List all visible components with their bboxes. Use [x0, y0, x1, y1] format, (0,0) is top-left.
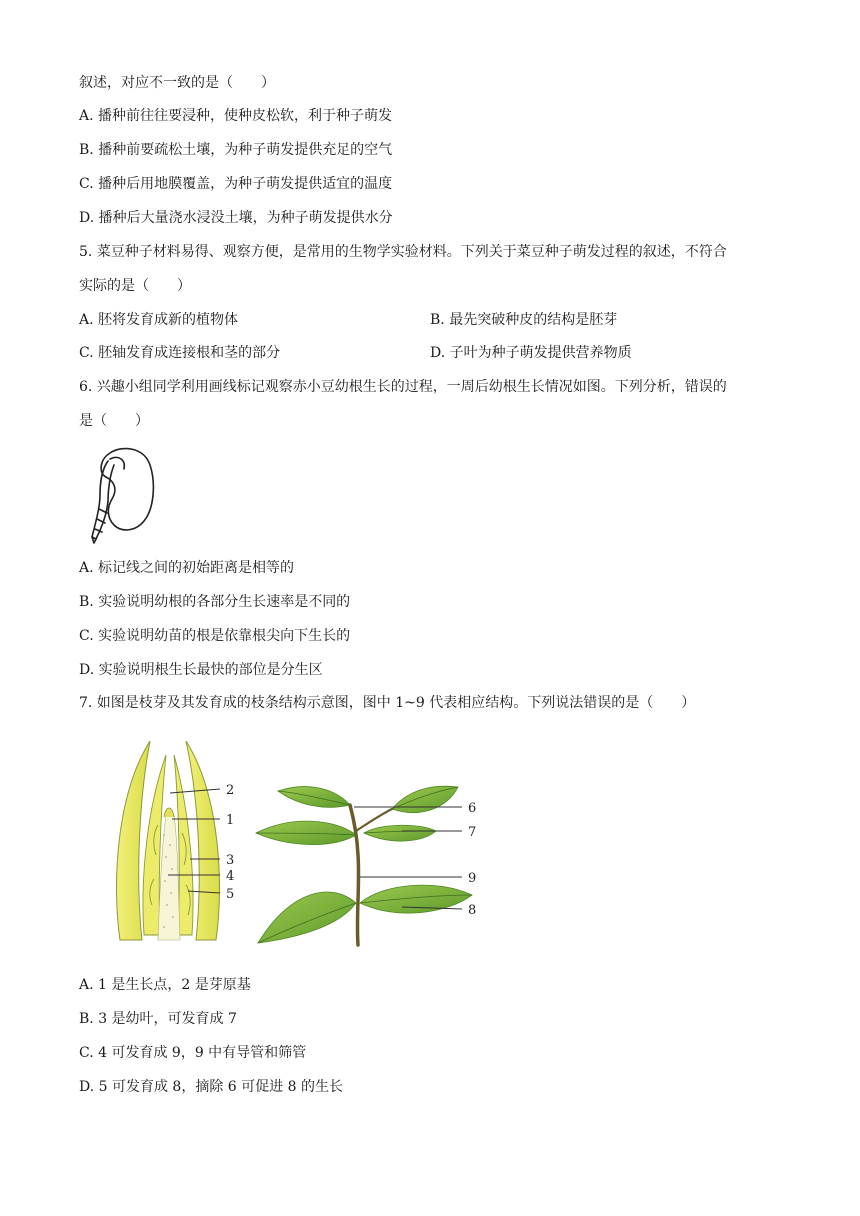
q4-stem-tail: 叙述，对应不一致的是（ ）: [79, 75, 275, 91]
q4-option-c: C. 播种后用地膜覆盖，为种子萌发提供适宜的温度: [79, 176, 393, 192]
bud-label-5: 5: [226, 887, 235, 902]
q7-option-b: B. 3 是幼叶，可发育成 7: [79, 1011, 237, 1027]
bud-section-figure: [108, 735, 248, 947]
bean-root-figure: [82, 443, 160, 545]
q4-option-b: B. 播种前要疏松土壤，为种子萌发提供充足的空气: [79, 142, 393, 158]
q7-option-d: D. 5 可发育成 8，摘除 6 可促进 8 的生长: [79, 1079, 343, 1095]
branch-figure: [252, 775, 484, 947]
branch-label-6: 6: [468, 801, 477, 816]
q6-option-b: B. 实验说明幼根的各部分生长速率是不同的: [79, 594, 351, 610]
q6-option-d: D. 实验说明根生长最快的部位是分生区: [79, 662, 323, 678]
q7-option-a: A. 1 是生长点，2 是芽原基: [79, 977, 251, 993]
q5-option-c: C. 胚轴发育成连接根和茎的部分: [79, 345, 281, 361]
bud-label-3: 3: [226, 853, 235, 868]
q6-stem-line1: 6. 兴趣小组同学利用画线标记观察赤小豆幼根生长的过程，一周后幼根生长情况如图。下列分析，错误的: [79, 379, 727, 395]
bud-label-1: 1: [226, 813, 235, 828]
branch-label-8: 8: [468, 903, 477, 918]
q4-option-a: A. 播种前往往要浸种，使种皮松软，利于种子萌发: [79, 108, 393, 124]
q6-option-c: C. 实验说明幼苗的根是依靠根尖向下生长的: [79, 628, 351, 644]
q6-option-a: A. 标记线之间的初始距离是相等的: [79, 560, 295, 576]
q5-stem-line2: 实际的是（ ）: [79, 278, 191, 294]
bud-label-4: 4: [226, 869, 235, 884]
q4-option-d: D. 播种后大量浇水浸没土壤，为种子萌发提供水分: [79, 210, 393, 226]
bud-label-2: 2: [226, 783, 235, 798]
branch-label-7: 7: [468, 825, 477, 840]
q5-option-a: A. 胚将发育成新的植物体: [79, 312, 239, 328]
q7-stem: 7. 如图是枝芽及其发育成的枝条结构示意图，图中 1~9 代表相应结构。下列说法错误的是（ ）: [79, 695, 696, 711]
q5-stem-line1: 5. 菜豆种子材料易得、观察方便，是常用的生物学实验材料。下列关于菜豆种子萌发过程的叙述，不符合: [79, 244, 727, 260]
q5-option-d: D. 子叶为种子萌发提供营养物质: [430, 345, 632, 361]
q7-option-c: C. 4 可发育成 9，9 中有导管和筛管: [79, 1045, 307, 1061]
q5-option-b: B. 最先突破种皮的结构是胚芽: [430, 312, 618, 328]
branch-label-9: 9: [468, 871, 477, 886]
q6-stem-line2: 是（ ）: [79, 413, 149, 429]
